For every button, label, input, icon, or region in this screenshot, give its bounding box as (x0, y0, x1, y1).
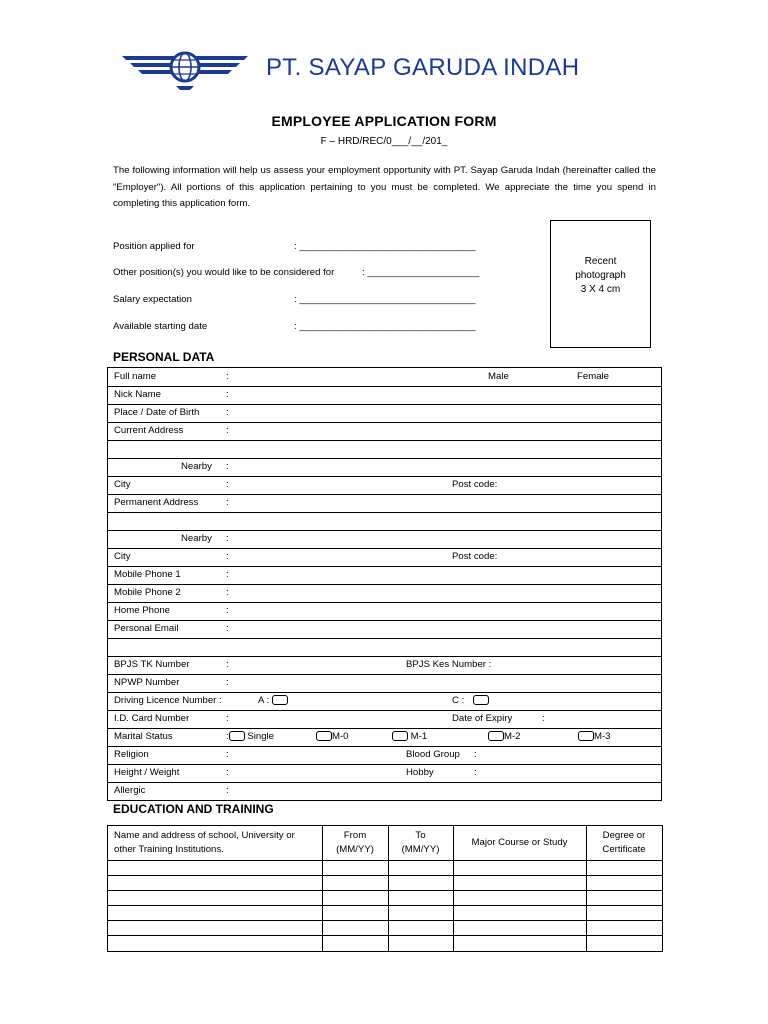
city-label: City (114, 479, 131, 490)
row-current-address-2[interactable] (108, 440, 661, 459)
m1-checkbox[interactable] (392, 731, 408, 741)
row-full-name (108, 368, 661, 387)
licence-c-checkbox[interactable] (473, 695, 489, 705)
m0-label: M-0 (332, 731, 349, 742)
photo-instructions (551, 255, 650, 297)
bpjs-kes-label: BPJS Kes Number : (406, 659, 492, 670)
photo-line-3: 3 X 4 cm (580, 284, 621, 295)
to-column-header (388, 826, 453, 860)
row-mobile-2 (108, 584, 661, 603)
licence-c-option[interactable] (452, 695, 489, 706)
major-column-header: Major Course or Study (471, 837, 568, 848)
m1-option[interactable] (392, 731, 427, 742)
school-header-line-1: Name and address of school, University or (114, 830, 295, 841)
other-position-label: Other position(s) you would like to be considered for (113, 267, 335, 278)
education-table (107, 825, 663, 952)
personal-data-table (107, 367, 662, 801)
post-code-label: Post code: (452, 551, 498, 562)
row-permanent-nearby (108, 530, 661, 549)
date-of-expiry-label: Date of Expiry (452, 713, 513, 724)
table-row[interactable] (108, 890, 662, 891)
m2-checkbox[interactable] (488, 731, 504, 741)
personal-data-title: PERSONAL DATA (113, 350, 215, 364)
from-header-line-2: (MM/YY) (336, 844, 374, 855)
colon: : (226, 677, 229, 688)
school-column-header (108, 826, 322, 860)
colon: : (226, 497, 229, 508)
colon: : (474, 767, 477, 778)
m3-checkbox[interactable] (578, 731, 594, 741)
other-position-field[interactable]: : _____________________ (362, 267, 480, 278)
colon: : (226, 569, 229, 580)
colon: : (226, 479, 229, 490)
form-title: EMPLOYEE APPLICATION FORM (271, 113, 497, 129)
marital-status-label: Marital Status (114, 731, 173, 742)
row-home-phone (108, 602, 661, 621)
row-blank (108, 638, 661, 657)
from-column-header (322, 826, 388, 860)
m0-option[interactable] (316, 731, 349, 742)
to-header-line-1: To (415, 830, 426, 841)
row-current-address (108, 422, 661, 441)
height-weight-label: Height / Weight (114, 767, 180, 778)
row-permanent-address (108, 494, 661, 513)
row-driving-licence (108, 692, 661, 711)
colon: : (226, 587, 229, 598)
m3-label: M-3 (594, 731, 611, 742)
post-code-label: Post code: (452, 479, 498, 490)
colon: : (226, 389, 229, 400)
city-label: City (114, 551, 131, 562)
licence-c-label: C : (452, 695, 465, 706)
row-permanent-address-2[interactable] (108, 512, 661, 531)
position-applied-label: Position applied for (113, 241, 195, 252)
colon: : (226, 659, 229, 670)
colon: : (226, 371, 229, 382)
single-checkbox[interactable] (229, 731, 245, 741)
colon: : (226, 785, 229, 796)
row-npwp (108, 674, 661, 693)
m2-option[interactable] (488, 731, 521, 742)
licence-a-checkbox[interactable] (272, 695, 288, 705)
licence-a-option[interactable] (258, 695, 288, 706)
company-logo (120, 46, 250, 92)
colon: : (542, 713, 545, 724)
school-header-line-2: other Training Institutions. (114, 844, 224, 855)
position-applied-field[interactable]: : _________________________________ (294, 241, 476, 252)
row-allergic (108, 782, 661, 800)
place-dob-label: Place / Date of Birth (114, 407, 200, 418)
row-current-city (108, 476, 661, 495)
colon: : (226, 713, 229, 724)
religion-label: Religion (114, 749, 149, 760)
colon: : (226, 605, 229, 616)
row-religion (108, 746, 661, 765)
table-row[interactable] (108, 905, 662, 906)
m0-checkbox[interactable] (316, 731, 332, 741)
photo-line-2: photograph (575, 270, 626, 281)
photo-box (550, 220, 651, 348)
single-option[interactable] (226, 731, 274, 742)
nick-name-label: Nick Name (114, 389, 161, 400)
home-phone-label: Home Phone (114, 605, 170, 616)
table-row[interactable] (108, 935, 662, 936)
colon: : (226, 551, 229, 562)
row-id-card (108, 710, 661, 729)
personal-email-label: Personal Email (114, 623, 179, 634)
starting-date-field[interactable]: : _________________________________ (294, 321, 476, 332)
licence-a-label: A : (258, 695, 270, 706)
mobile-phone-2-label: Mobile Phone 2 (114, 587, 181, 598)
hobby-label: Hobby (406, 767, 434, 778)
colon: : (226, 407, 229, 418)
allergic-label: Allergic (114, 785, 146, 796)
colon: : (226, 623, 229, 634)
mobile-phone-1-label: Mobile Phone 1 (114, 569, 181, 580)
row-place-dob (108, 404, 661, 423)
salary-expectation-label: Salary expectation (113, 294, 192, 305)
male-option[interactable]: Male (488, 371, 509, 382)
company-name: PT. SAYAP GARUDA INDAH (266, 54, 580, 81)
m2-label: M-2 (504, 731, 521, 742)
row-current-nearby (108, 458, 661, 477)
table-row[interactable] (108, 875, 662, 876)
to-header-line-2: (MM/YY) (401, 844, 440, 855)
m1-label: M-1 (410, 731, 428, 742)
row-bpjs (108, 656, 661, 675)
degree-header-line-1: Degree or (602, 830, 646, 841)
m3-option[interactable] (578, 731, 611, 742)
row-email (108, 620, 661, 639)
female-option[interactable]: Female (577, 371, 609, 382)
permanent-address-label: Permanent Address (114, 497, 199, 508)
row-marital-status (108, 728, 661, 747)
education-title: EDUCATION AND TRAINING (113, 802, 274, 816)
table-row[interactable] (108, 860, 662, 861)
row-mobile-1 (108, 566, 661, 585)
row-nick-name (108, 386, 661, 405)
single-label: Single (247, 731, 275, 742)
nearby-label: Nearby (181, 461, 212, 472)
salary-expectation-field[interactable]: : _________________________________ (294, 294, 476, 305)
colon: : (226, 767, 229, 778)
colon: : (226, 533, 229, 544)
table-row[interactable] (108, 920, 662, 921)
driving-licence-label: Driving Licence Number : (114, 695, 222, 706)
colon: : (474, 749, 477, 760)
current-address-label: Current Address (114, 425, 184, 436)
colon: : (226, 749, 229, 760)
blood-group-label: Blood Group (406, 749, 460, 760)
photo-line-1: Recent (584, 256, 617, 267)
degree-header-line-2: Certificate (602, 844, 646, 855)
colon: : (226, 731, 229, 742)
colon: : (226, 461, 229, 472)
bpjs-tk-label: BPJS TK Number (114, 659, 190, 670)
id-card-label: I.D. Card Number (114, 713, 190, 724)
degree-column-header (586, 826, 662, 860)
form-code: F – HRD/REC/0___/__/201_ (320, 136, 448, 147)
colon: : (226, 425, 229, 436)
from-header-line-1: From (343, 830, 367, 841)
row-height-weight (108, 764, 661, 783)
row-permanent-city (108, 548, 661, 567)
npwp-label: NPWP Number (114, 677, 180, 688)
starting-date-label: Available starting date (113, 321, 208, 332)
intro-paragraph: The following information will help us assess your employment opportunity with PT. Sayap Garuda Indah (hereinafter called the "Employer"). All portions of this application pertaining to you must be completed. We appreciate the time you spend in completing this application form. (113, 165, 656, 209)
full-name-label: Full name (114, 371, 157, 382)
nearby-label: Nearby (181, 533, 212, 544)
